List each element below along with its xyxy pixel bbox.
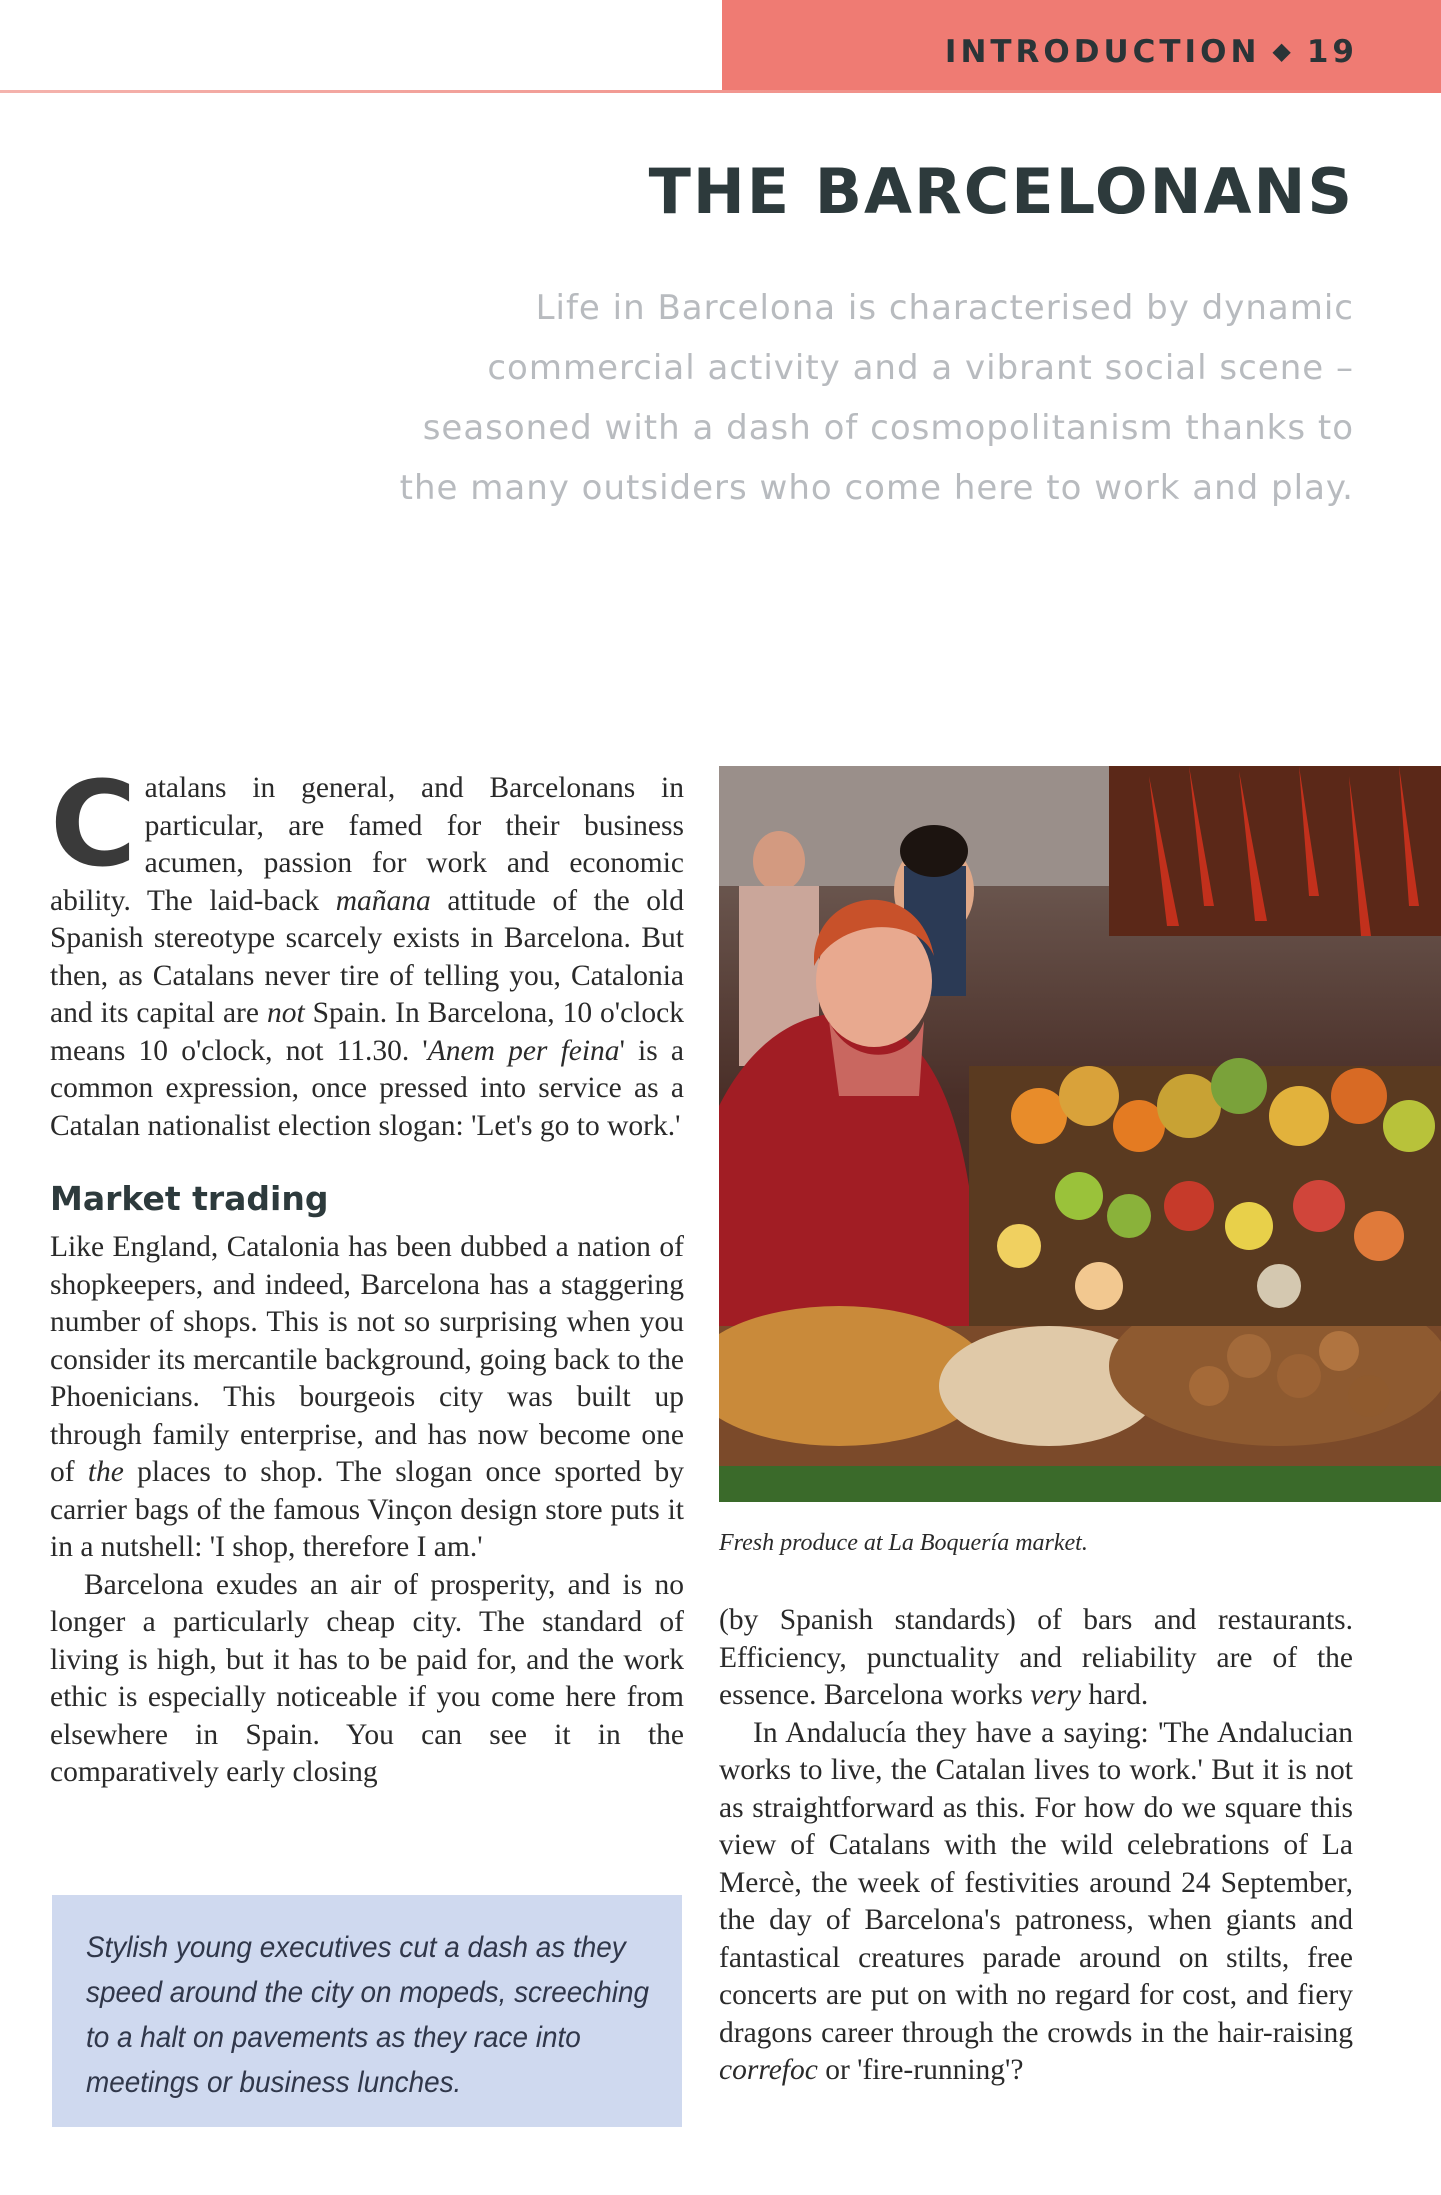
section-heading: Market trading: [50, 1179, 329, 1218]
diamond-separator-icon: ◆: [1272, 37, 1295, 65]
page-number: 19: [1306, 34, 1358, 70]
body-paragraph: (by Spanish standards) of bars and restaurants. Efficiency, punctuality and reliability are of the essence. Barcelona works very hard.: [719, 1604, 1353, 1711]
right-column: [719, 1602, 1353, 2090]
body-paragraph: Barcelona exudes an air of prosperity, and is no longer a particularly cheap city. The standard of living is high, but it has to be paid for, and the work ethic is especially noticeable if you come here from elsewhere in Spain. You can see it in the comparatively early closing: [50, 1568, 684, 1788]
page-title: THE BARCELONANS: [648, 155, 1354, 228]
intro-line: seasoned with a dash of cosmopolitanism thanks to: [422, 408, 1354, 448]
intro-standfirst: [254, 278, 1354, 518]
left-column: [50, 755, 684, 1792]
intro-line: Life in Barcelona is characterised by dynamic: [535, 288, 1354, 328]
intro-line: commercial activity and a vibrant social scene –: [487, 348, 1354, 388]
opening-paragraph: Catalans in general, and Barcelonans in particular, are famed for their business acumen, passion for work and economic ability. The laid-back mañana attitude of the old Spanish stereotype scarcely exists in Barcelona. But then, as Catalans never tire of telling you, Catalonia and its capital are not Spain. In Barcelona, 10 o'clock means 10 o'clock, not 11.30. 'Anem per feina' is a common expression, once pressed into service as a Catalan nationalist election slogan: 'Let's go to work.': [50, 755, 684, 1142]
intro-line: the many outsiders who come here to work and play.: [399, 468, 1354, 508]
body-paragraph: In Andalucía they have a saying: 'The Andalucian works to live, the Catalan lives to work.' But it is not as straightforward as this. For how do we square this view of Catalans with the wild celebrations of La Mercè, the week of festivities around 24 September, the day of Barcelona's patroness, when giants and fantastical creatures parade around on stilts, free concerts are put on with no regard for cost, and fiery dragons career through the crowds in the hair-raising correfoc or 'fire-running'?: [719, 1716, 1353, 2086]
running-head: [945, 34, 1358, 70]
pull-quote-box: [52, 1895, 682, 2127]
drop-cap: C: [50, 755, 137, 893]
header-rule: [0, 90, 1441, 93]
market-photo: [719, 766, 1441, 1502]
photo-caption: Fresh produce at La Boquería market.: [719, 1530, 1088, 1556]
body-paragraph: Like England, Catalonia has been dubbed a nation of shopkeepers, and indeed, Barcelona has a staggering number of shops. This is not so surprising when you consider its mercantile background, going back to the Phoenicians. This bourgeois city was built up through family enterprise, and has now become one of the places to shop. The slogan once sported by carrier bags of the famous Vinçon design store puts it in a nutshell: 'I shop, therefore I am.': [50, 1231, 684, 1563]
pull-quote: Stylish young executives cut a dash as they speed around the city on mopeds, screeching to a halt on pavements as they race into meetings or business lunches.: [86, 1931, 650, 2099]
section-title: INTRODUCTION: [944, 34, 1261, 70]
